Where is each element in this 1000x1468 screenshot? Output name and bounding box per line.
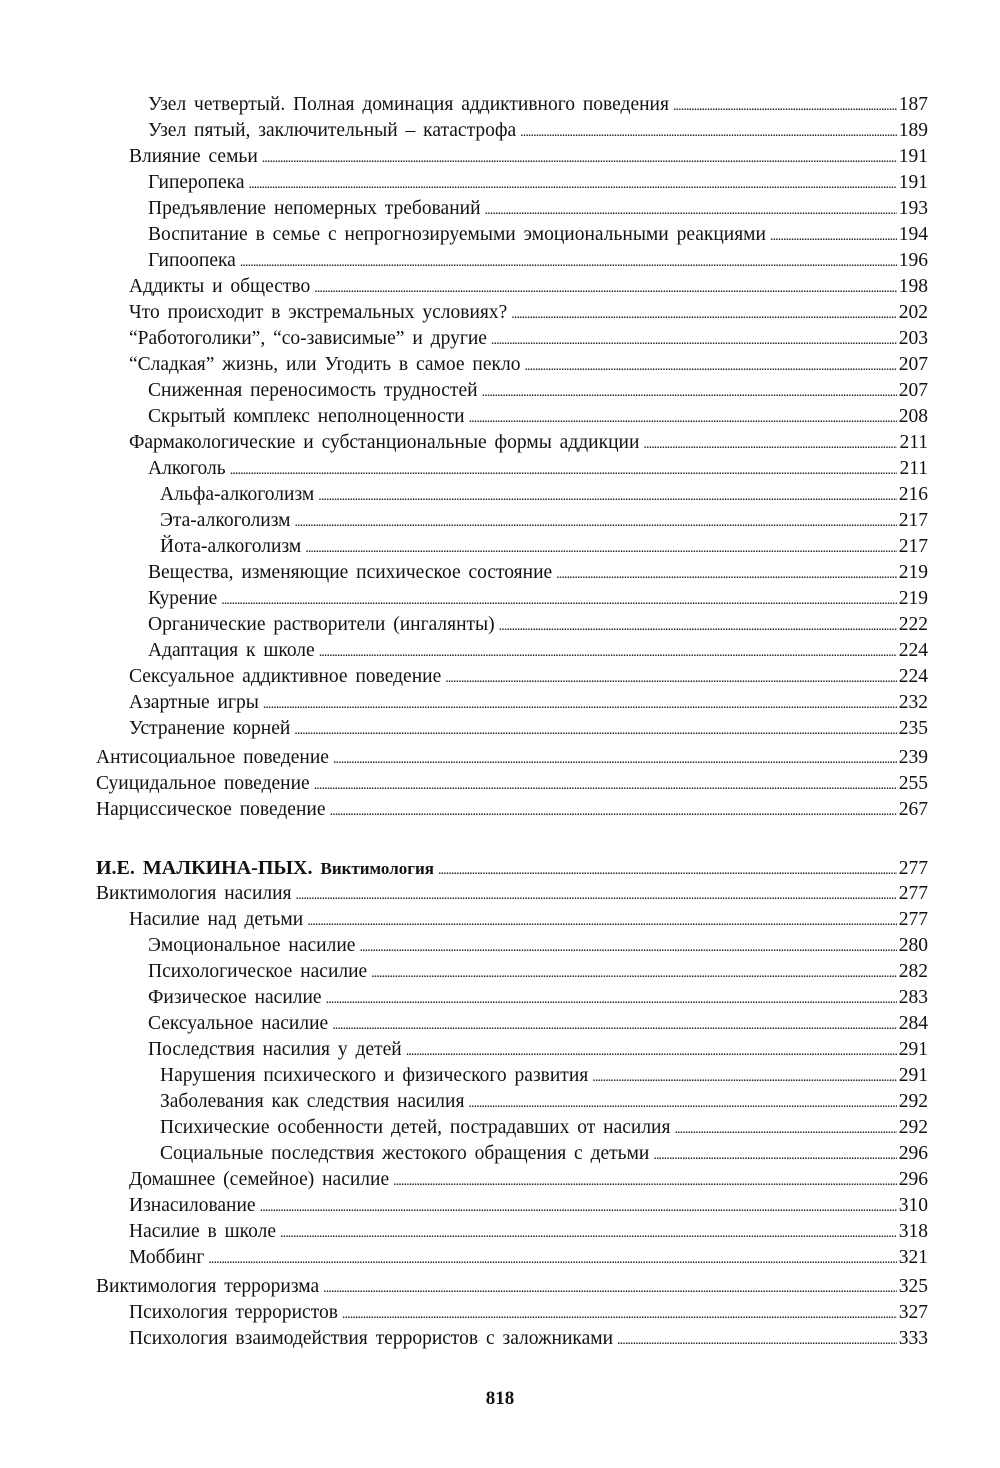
toc-entry[interactable] (96, 1245, 928, 1271)
toc-entry-page: 310 (898, 1195, 928, 1216)
toc-entry-page: 202 (898, 302, 928, 323)
toc-entry-page: 207 (898, 354, 928, 375)
toc-entry[interactable] (96, 1011, 928, 1037)
toc-entry-page: 333 (898, 1328, 928, 1349)
toc-entry[interactable] (96, 456, 928, 482)
toc-entry-page: 208 (898, 406, 928, 427)
toc-entry[interactable] (96, 144, 928, 170)
toc-entry-page: 217 (898, 510, 928, 531)
toc-block-behaviors (96, 745, 928, 823)
dot-leader (260, 1193, 897, 1219)
toc-entry[interactable] (96, 586, 928, 612)
toc-entry[interactable] (96, 771, 928, 797)
toc-entry-title: Азартные игры (129, 692, 259, 713)
toc-entry-title: Сексуальное аддиктивное поведение (129, 666, 442, 687)
toc-entry-page: 219 (898, 562, 928, 583)
toc-entry-page: 267 (898, 799, 928, 820)
toc-entry-title: Нарушения психического и физического развития (160, 1065, 589, 1086)
dot-leader (314, 771, 897, 797)
toc-entry-title: Гиперопека (148, 172, 245, 193)
toc-entry-page: 321 (898, 1247, 928, 1268)
chapter-author: И.Е. МАЛКИНА-ПЫХ. (96, 857, 313, 879)
toc-entry[interactable] (96, 534, 928, 560)
toc-entry-page: 224 (898, 666, 928, 687)
toc-entry[interactable] (96, 1141, 928, 1167)
toc-entry-page: 196 (898, 250, 928, 271)
toc-entry-page: 211 (899, 432, 928, 453)
toc-entry-title: Последствия насилия у детей (148, 1039, 402, 1060)
toc-entry-page: 191 (898, 146, 928, 167)
toc-entry[interactable] (96, 352, 928, 378)
toc-entry[interactable] (96, 1219, 928, 1245)
toc-entry-title: Виктимология насилия (96, 883, 292, 904)
toc-entry-title: Гипоопека (148, 250, 236, 271)
toc-entry-title: Моббинг (129, 1247, 205, 1268)
toc-entry[interactable] (96, 1063, 928, 1089)
toc-entry[interactable] (96, 196, 928, 222)
toc-entry-title: “Работоголики”, “со-зависимые” и другие (129, 328, 487, 349)
toc-entry[interactable] (96, 378, 928, 404)
toc-entry-page: 211 (899, 458, 928, 479)
toc-entry-title: Аддикты и общество (129, 276, 311, 297)
toc-entry[interactable] (96, 638, 928, 664)
dot-leader (469, 404, 897, 430)
toc-entry-page: 277 (898, 883, 928, 904)
dot-leader (330, 797, 897, 823)
dot-leader (485, 196, 897, 222)
toc-entry[interactable] (96, 1274, 928, 1300)
dot-leader (592, 1063, 897, 1089)
dot-leader (359, 933, 896, 959)
toc-entry[interactable] (96, 1037, 928, 1063)
toc-entry[interactable] (96, 404, 928, 430)
toc-entry[interactable] (96, 1167, 928, 1193)
toc-entry-page: 239 (898, 747, 928, 768)
toc-entry-title: Алкоголь (148, 458, 226, 479)
dot-leader (305, 534, 897, 560)
toc-entry[interactable] (96, 1326, 928, 1352)
dot-leader (262, 144, 897, 170)
toc-entry-title: Йота-алкоголизм (160, 536, 302, 557)
toc-entry-page: 224 (898, 640, 928, 661)
dot-leader (318, 482, 897, 508)
dot-leader (371, 959, 897, 985)
dot-leader (491, 326, 897, 352)
dot-leader (295, 508, 897, 534)
dot-leader (770, 222, 897, 248)
toc-entry[interactable] (96, 248, 928, 274)
dot-leader (332, 1011, 897, 1037)
toc-entry-title: Виктимология терроризма (96, 1276, 320, 1297)
toc-entry-title: Устранение корней (129, 718, 291, 739)
toc-entry[interactable] (96, 170, 928, 196)
toc-entry-title: Фармакологические и субстанциональные формы аддикции (129, 432, 640, 453)
dot-leader (468, 1089, 896, 1115)
toc-entry-page: 292 (898, 1117, 928, 1138)
toc-entry[interactable] (96, 508, 928, 534)
toc-entry[interactable] (96, 274, 928, 300)
toc-entry-title: Насилие в школе (129, 1221, 276, 1242)
dot-leader (524, 352, 896, 378)
toc-entry-title: Сниженная переносимость трудностей (148, 380, 478, 401)
toc-block-violence (96, 881, 928, 1271)
toc-entry[interactable] (96, 907, 928, 933)
table-of-contents (96, 92, 928, 1352)
toc-entry[interactable] (96, 690, 928, 716)
dot-leader (240, 248, 897, 274)
toc-entry[interactable] (96, 560, 928, 586)
toc-entry[interactable] (96, 881, 928, 907)
toc-block-addictive (96, 92, 928, 742)
toc-entry-page: 284 (898, 1013, 928, 1034)
toc-entry-page: 187 (898, 94, 928, 115)
dot-leader (617, 1326, 897, 1352)
dot-leader (323, 1274, 897, 1300)
toc-entry[interactable] (96, 300, 928, 326)
toc-entry-title: Воспитание в семье с непрогнозируемыми эмоциональными реакциями (148, 224, 766, 245)
toc-entry-title: Психология взаимодействия террористов с заложниками (129, 1328, 614, 1349)
toc-entry[interactable] (96, 959, 928, 985)
toc-entry-page: 193 (898, 198, 928, 219)
toc-entry[interactable] (96, 92, 928, 118)
toc-block-terrorism (96, 1274, 928, 1352)
toc-entry-page: 291 (898, 1065, 928, 1086)
toc-entry-page: 296 (898, 1169, 928, 1190)
toc-entry[interactable] (96, 716, 928, 742)
dot-leader (326, 985, 897, 1011)
dot-leader (263, 690, 897, 716)
toc-entry-page: 235 (898, 718, 928, 739)
toc-entry-title: Суицидальное поведение (96, 773, 310, 794)
toc-entry[interactable] (96, 222, 928, 248)
dot-leader (319, 638, 897, 664)
toc-entry-title: Домашнее (семейное) насилие (129, 1169, 390, 1190)
chapter-heading-title (96, 855, 438, 882)
toc-entry-title: Влияние семьи (129, 146, 258, 167)
toc-entry[interactable] (96, 745, 928, 771)
toc-entry-page: 222 (898, 614, 928, 635)
dot-leader (248, 170, 896, 196)
toc-entry-title: Сексуальное насилие (148, 1013, 329, 1034)
chapter-title: Виктимология (320, 859, 434, 878)
spacer (96, 823, 928, 855)
dot-leader (499, 612, 897, 638)
dot-leader (280, 1219, 897, 1245)
toc-entry-page: 217 (898, 536, 928, 557)
toc-entry-page: 327 (898, 1302, 928, 1323)
chapter-page: 277 (898, 858, 928, 879)
toc-entry[interactable] (96, 664, 928, 690)
toc-entry-title: Эмоциональное насилие (148, 935, 356, 956)
toc-entry-page: 203 (898, 328, 928, 349)
dot-leader (653, 1141, 896, 1167)
dot-leader (333, 745, 897, 771)
toc-entry-title: “Сладкая” жизнь, или Угодить в самое пекло (129, 354, 521, 375)
dot-leader (296, 881, 897, 907)
toc-entry-title: Узел четвертый. Полная доминация аддиктивного поведения (148, 94, 669, 115)
toc-entry-page: 198 (898, 276, 928, 297)
toc-entry-page: 207 (898, 380, 928, 401)
toc-entry-title: Адаптация к школе (148, 640, 315, 661)
dot-leader (673, 92, 897, 118)
toc-entry-page: 282 (898, 961, 928, 982)
toc-entry[interactable] (96, 1193, 928, 1219)
toc-entry-page: 189 (898, 120, 928, 141)
dot-leader (208, 1245, 896, 1271)
toc-entry[interactable] (96, 1115, 928, 1141)
toc-entry-title: Скрытый комплекс неполноценности (148, 406, 465, 427)
toc-entry-page: 219 (898, 588, 928, 609)
toc-entry-title: Заболевания как следствия насилия (160, 1091, 465, 1112)
toc-entry-title: Вещества, изменяющие психическое состояние (148, 562, 553, 583)
dot-leader (314, 274, 897, 300)
toc-entry-title: Психологическое насилие (148, 961, 368, 982)
toc-entry-title: Альфа-алкоголизм (160, 484, 315, 505)
toc-entry-page: 191 (898, 172, 928, 193)
dot-leader (221, 586, 897, 612)
toc-entry-page: 232 (898, 692, 928, 713)
toc-entry-title: Предъявление непомерных требований (148, 198, 481, 219)
toc-entry-title: Психические особенности детей, пострадавших от насилия (160, 1117, 671, 1138)
toc-entry[interactable] (96, 933, 928, 959)
dot-leader (342, 1300, 897, 1326)
toc-entry-title: Органические растворители (ингалянты) (148, 614, 495, 635)
toc-entry-page: 255 (898, 773, 928, 794)
toc-entry-title: Антисоциальное поведение (96, 747, 329, 768)
dot-leader (643, 430, 897, 456)
dot-leader (674, 1115, 896, 1141)
dot-leader (438, 856, 897, 882)
toc-entry[interactable] (96, 482, 928, 508)
toc-entry-title: Нарциссическое поведение (96, 799, 326, 820)
toc-entry-title: Узел пятый, заключительный – катастрофа (148, 120, 517, 141)
dot-leader (520, 118, 897, 144)
toc-entry-page: 280 (898, 935, 928, 956)
toc-entry-page: 194 (898, 224, 928, 245)
toc-entry[interactable] (96, 797, 928, 823)
toc-entry-page: 283 (898, 987, 928, 1008)
dot-leader (406, 1037, 897, 1063)
toc-entry[interactable] (96, 430, 928, 456)
toc-entry-title: Психология террористов (129, 1302, 338, 1323)
toc-entry[interactable] (96, 985, 928, 1011)
toc-entry-page: 296 (898, 1143, 928, 1164)
toc-entry-title: Насилие над детьми (129, 909, 304, 930)
toc-entry-title: Физическое насилие (148, 987, 322, 1008)
toc-entry-page: 292 (898, 1091, 928, 1112)
dot-leader (482, 378, 897, 404)
dot-leader (307, 907, 897, 933)
dot-leader (294, 716, 896, 742)
page-number: 818 (485, 1388, 515, 1409)
toc-entry-title: Эта-алкоголизм (160, 510, 291, 531)
toc-entry-page: 325 (898, 1276, 928, 1297)
dot-leader (445, 664, 897, 690)
toc-entry-title: Курение (148, 588, 218, 609)
toc-entry[interactable] (96, 118, 928, 144)
dot-leader (511, 300, 896, 326)
toc-entry[interactable] (96, 326, 928, 352)
toc-entry-title: Социальные последствия жестокого обращения с детьми (160, 1143, 650, 1164)
toc-entry-title: Что происходит в экстремальных условиях? (129, 302, 508, 323)
toc-entry-page: 216 (898, 484, 928, 505)
toc-entry[interactable] (96, 612, 928, 638)
toc-entry[interactable] (96, 1300, 928, 1326)
toc-chapter-heading[interactable] (96, 855, 928, 881)
toc-entry-title: Изнасилование (129, 1195, 256, 1216)
dot-leader (393, 1167, 897, 1193)
toc-entry-page: 277 (898, 909, 928, 930)
toc-entry-page: 318 (898, 1221, 928, 1242)
dot-leader (230, 456, 898, 482)
toc-entry-page: 291 (898, 1039, 928, 1060)
dot-leader (556, 560, 897, 586)
toc-entry[interactable] (96, 1089, 928, 1115)
